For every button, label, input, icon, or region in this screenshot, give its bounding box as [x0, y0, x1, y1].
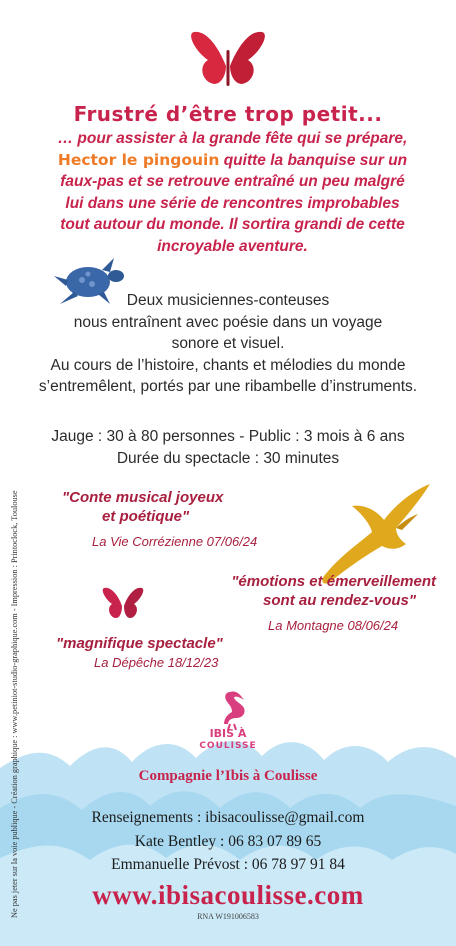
intro-line-2 [40, 150, 425, 172]
intro-line-1: … pour assister à la grande fête qui se prépare, [57, 130, 408, 147]
website-link[interactable]: www.ibisacoulisse.com [92, 880, 364, 910]
description-line: nous entraînent avec poésie dans un voyage [73, 313, 383, 331]
intro-line-2-rest: quitte la banquise sur un [219, 151, 408, 169]
show-info [0, 426, 456, 469]
headline: Frustré d’être trop petit... [73, 102, 383, 126]
description-line: s’entremêlent, portés par une ribambelle d’instruments. [38, 378, 418, 395]
logo-line-1: IBIS À [209, 727, 247, 740]
description-line: Au cours de l’histoire, chants et mélodies du monde [50, 356, 406, 374]
intro-text [40, 128, 425, 257]
contact-phone-kate[interactable]: Kate Bentley : 06 83 07 89 65 [134, 832, 322, 850]
contact-phone-emmanuelle[interactable]: Emmanuelle Prévost : 06 78 97 91 84 [111, 856, 345, 873]
quote-2-source: La Montagne 08/06/24 [268, 618, 399, 633]
quote-1-source: La Vie Corrézienne 07/06/24 [92, 534, 258, 549]
ibis-logo-text [0, 728, 456, 752]
butterfly-icon-small [102, 584, 144, 624]
description-line: Deux musiciennes-conteuses [126, 292, 330, 309]
duration-info: Durée du spectacle : 30 minutes [116, 449, 340, 467]
quote-1-line-1: "Conte musical joyeux [62, 489, 224, 506]
butterfly-icon-top [188, 26, 268, 92]
intro-line-4: lui dans une série de rencontres improbables [65, 194, 400, 212]
credits-vertical [10, 478, 26, 918]
audience-info: Jauge : 30 à 80 personnes - Public : 3 mois à 6 ans [51, 428, 405, 445]
intro-line-5: tout autour du monde. Il sortira grandi de cette [60, 216, 405, 233]
quote-1 [62, 488, 282, 526]
contact-email[interactable]: Renseignements : ibisacoulisse@gmail.com [91, 809, 365, 826]
contact-block [0, 806, 456, 877]
description-line: sonore et visuel. [171, 335, 285, 352]
logo-line-2: COULISSE [199, 741, 257, 751]
intro-line-6: incroyable aventure. [157, 237, 308, 255]
quote-2-line-2: sont au rendez-vous" [263, 592, 416, 609]
credits-text: Ne pas jeter sur la voie publique - Création graphique : www.petiniot-studio-graphique.com - Impression : Printoclock, Toulouse [10, 490, 19, 918]
quote-1-line-2: et poétique" [102, 508, 190, 525]
company-name: Compagnie l’Ibis à Coulisse [138, 768, 318, 784]
quote-2 [186, 572, 436, 610]
ibis-logo-icon [206, 688, 258, 730]
quote-3-source: La Dépêche 18/12/23 [94, 655, 219, 670]
intro-line-3: faux-pas et se retrouve entraîné un peu malgré [60, 173, 405, 190]
rna-number: RNA W191006583 [197, 912, 259, 921]
hector-name: Hector le pingouin [57, 150, 220, 169]
description [0, 290, 456, 398]
quote-3: "magnifique spectacle" [56, 635, 223, 652]
quote-2-line-1: "émotions et émerveillement [231, 573, 436, 590]
